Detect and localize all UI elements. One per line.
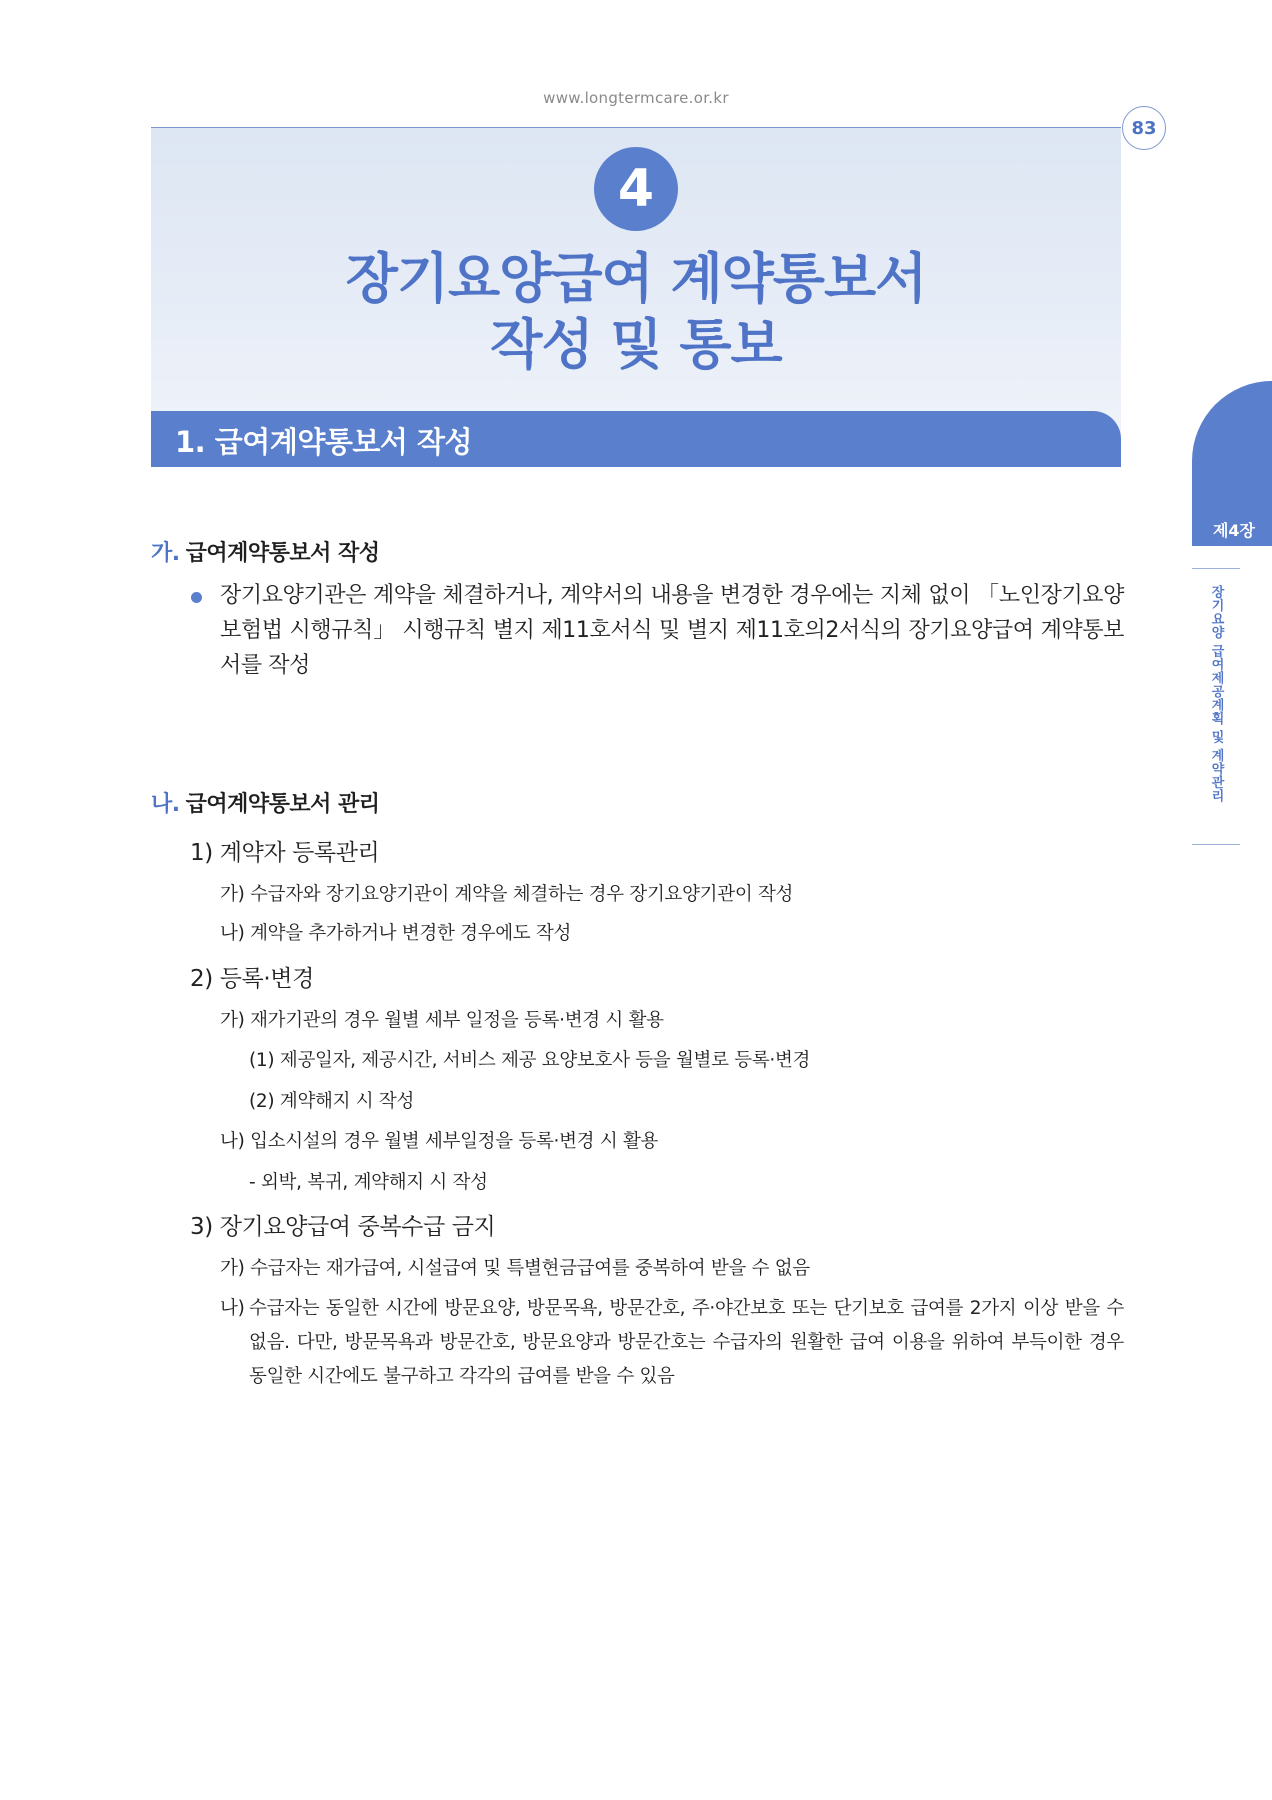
item2-a2: (2) 계약해지 시 작성 (249, 1091, 415, 1112)
item3-b-label: 나) (220, 1298, 245, 1319)
item2-a1: (1) 제공일자, 제공시간, 서비스 제공 요양보호사 등을 월별로 등록·변경 (249, 1050, 811, 1071)
item3-title: 3) 장기요양급여 중복수급 금지 (190, 1214, 496, 1240)
subheading-a-title: 급여계약통보서 작성 (185, 541, 380, 566)
side-vertical-title: 장기요양 급여제공계획 및 계약관리 (1208, 585, 1224, 803)
chapter-title-line2: 작성 및 통보 (490, 313, 782, 376)
side-divider-bottom (1192, 844, 1240, 845)
subheading-b-marker: 나. (151, 792, 180, 817)
site-url: www.longtermcare.or.kr (543, 89, 729, 107)
item1-b: 나) 계약을 추가하거나 변경한 경우에도 작성 (220, 923, 572, 944)
item1-title: 1) 계약자 등록관리 (190, 840, 380, 866)
subheading-a-marker: 가. (151, 541, 180, 566)
item3-a: 가) 수급자는 재가급여, 시설급여 및 특별현금급여를 중복하여 받을 수 없음 (220, 1258, 810, 1279)
item2-b: 나) 입소시설의 경우 월별 세부일정을 등록·변경 시 활용 (220, 1131, 659, 1152)
item2-title: 2) 등록·변경 (190, 966, 314, 992)
subheading-b-title: 급여계약통보서 관리 (185, 792, 380, 817)
chapter-side-label: 제4장 (1212, 521, 1256, 540)
chapter-number-badge: 4 (594, 147, 678, 231)
section-heading: 1. 급여계약통보서 작성 (175, 425, 473, 459)
side-vertical-title-box (1170, 584, 1262, 804)
bullet-icon (191, 592, 202, 603)
item1-a: 가) 수급자와 장기요양기관이 계약을 체결하는 경우 장기요양기관이 작성 (220, 884, 794, 905)
subheading-a (151, 536, 380, 567)
chapter-side-tab (1192, 381, 1272, 546)
item3-b-text: 수급자는 동일한 시간에 방문요양, 방문목욕, 방문간호, 주·야간보호 또는 단기보호 급여를 2가지 이상 받을 수 없음. 다만, 방문목욕과 방문간호, 방문요양과 방문간호는 수급자의 원활한 급여 이용을 위하여 부득이한 경우 동일한 시간에도 불구하고 각각의 급여를 받을 수 있음 (249, 1298, 1124, 1387)
side-divider-top (1192, 568, 1240, 569)
chapter-title-line1: 장기요양급여 계약통보서 (345, 247, 927, 310)
page-number: 83 (1122, 106, 1166, 150)
subheading-b (151, 787, 380, 818)
item3-b (220, 1292, 1124, 1394)
item2-b1: - 외박, 복귀, 계약해지 시 작성 (249, 1172, 488, 1193)
section-heading-bar (151, 411, 1121, 467)
chapter-title (151, 246, 1121, 378)
bullet-paragraph: 장기요양기관은 계약을 체결하거나, 계약서의 내용을 변경한 경우에는 지체 없이 「노인장기요양보험법 시행규칙」 시행규칙 별지 제11호서식 및 별지 제11호의2서식의 장기요양급여 계약통보서를 작성 (220, 583, 1124, 678)
item2-a: 가) 재가기관의 경우 월별 세부 일정을 등록·변경 시 활용 (220, 1010, 664, 1031)
